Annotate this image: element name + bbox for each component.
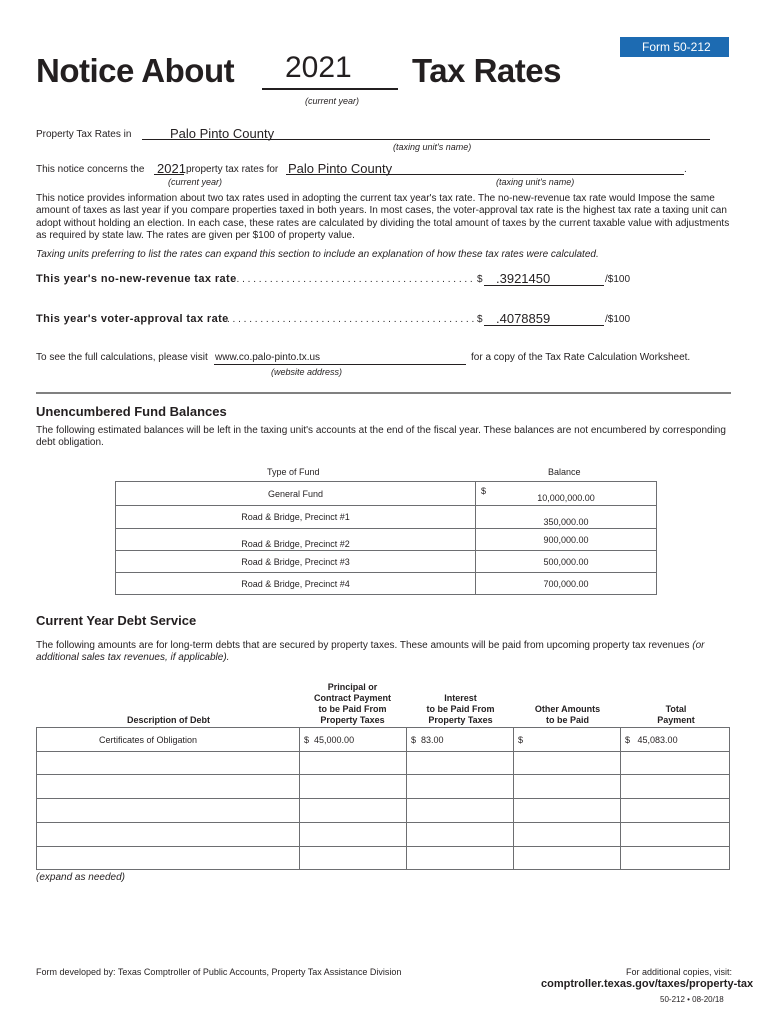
total-header-line: Payment [657, 715, 695, 725]
unencumbered-heading: Unencumbered Fund Balances [36, 404, 227, 419]
table-row [37, 752, 730, 775]
debt-heading: Current Year Debt Service [36, 613, 197, 628]
fund-type-cell: Road & Bridge, Precinct #3 [116, 551, 476, 573]
voter-approval-dollar: $ [477, 314, 483, 325]
form-number-badge: Form 50-212 [620, 37, 729, 57]
title-year-caption: (current year) [305, 96, 360, 106]
interest-cell[interactable] [407, 823, 514, 847]
dollar-sign: $ [411, 734, 417, 745]
other-header [515, 704, 620, 726]
debt-description-text: The following amounts are for long-term debts that are secured by property taxes. These amounts will be paid from upcoming property tax revenues [36, 640, 690, 651]
concerns-year-underline [154, 174, 184, 175]
table-row [116, 573, 657, 595]
table-row [116, 551, 657, 573]
concerns-unit-field[interactable]: Palo Pinto County [288, 161, 393, 176]
debt-desc-cell[interactable] [37, 799, 300, 823]
footer-url-link[interactable]: comptroller.texas.gov/taxes/property-tax [541, 978, 754, 990]
section-divider [36, 392, 731, 394]
total-header [622, 704, 730, 726]
dollar-sign: $ [304, 734, 310, 745]
interest-value: 83.00 [421, 734, 444, 745]
principal-header-line: Contract Payment [313, 693, 392, 703]
debt-desc-cell[interactable] [37, 847, 300, 870]
voter-approval-unit: /$100 [605, 314, 631, 325]
debt-desc-header: Description of Debt [127, 715, 211, 725]
taxing-unit-name-field[interactable]: Palo Pinto County [170, 126, 275, 141]
intro-paragraph: This notice provides information about two tax rates used in adopting the current tax year's tax rate. The no-new-revenue tax rate would Impose the same amount of taxes as last year if you compare properties taxed in both years. In most cases, the voter-approval tax rate is the highest tax rate a taxing unit can adopt without holding an election. In each case, these rates are calculated by dividing the total amount of taxes by the current taxable value with adjustments as required by state law. The rates are given per $100 of property value. [36, 193, 730, 242]
balance-value: 10,000,000.00 [537, 493, 595, 503]
total-cell[interactable] [621, 799, 730, 823]
total-value: 45,083.00 [637, 734, 678, 745]
other-cell[interactable] [514, 823, 621, 847]
no-new-revenue-unit: /$100 [605, 274, 631, 285]
principal-cell[interactable] [300, 752, 407, 775]
debt-desc-cell[interactable]: Certificates of Obligation [37, 728, 300, 752]
concerns-line-middle: property tax rates for [186, 164, 279, 175]
italic-note: Taxing units preferring to list the rates can expand this section to include an explanation of how these tax rates were calculated. [36, 249, 599, 260]
debt-desc-cell[interactable] [37, 752, 300, 775]
page-title-suffix: Tax Rates [412, 52, 561, 89]
no-new-revenue-underline [484, 285, 604, 286]
principal-cell[interactable] [300, 799, 407, 823]
website-caption: (website address) [271, 367, 343, 377]
principal-cell[interactable] [300, 728, 407, 752]
interest-cell[interactable] [407, 799, 514, 823]
table-row [37, 775, 730, 799]
website-underline [214, 364, 466, 365]
debt-desc-cell[interactable] [37, 823, 300, 847]
interest-header-line: to be Paid From [426, 704, 495, 714]
debt-description-italic: (or additional sales tax revenues, if applicable). [36, 640, 705, 664]
footer-form-code: 50-212 • 08-20/18 [660, 995, 724, 1004]
interest-cell[interactable] [407, 728, 514, 752]
table-row [116, 482, 657, 506]
expand-note: (expand as needed) [36, 872, 125, 883]
fund-balance-header: Balance [548, 467, 581, 477]
debt-service-table [36, 727, 730, 870]
website-line-prefix: To see the full calculations, please visit [36, 352, 208, 363]
fund-balance-cell[interactable] [476, 482, 657, 506]
dollar-sign: $ [625, 734, 631, 745]
interest-header-line: Interest [444, 693, 477, 703]
other-cell[interactable] [514, 752, 621, 775]
title-year-underline [262, 88, 398, 90]
no-new-revenue-dollar: $ [477, 274, 483, 285]
interest-header-line: Property Taxes [428, 715, 493, 725]
principal-cell[interactable] [300, 775, 407, 799]
no-new-revenue-label: This year's no-new-revenue tax rate [36, 273, 237, 285]
table-row [116, 529, 657, 551]
concerns-line-label: This notice concerns the [36, 164, 145, 175]
concerns-unit-underline [286, 174, 684, 175]
other-cell[interactable] [514, 775, 621, 799]
website-line-suffix: for a copy of the Tax Rate Calculation Worksheet. [471, 352, 691, 363]
dollar-sign: $ [518, 734, 524, 745]
other-header-line: Other Amounts [534, 704, 601, 714]
fund-type-cell: Road & Bridge, Precinct #2 [116, 529, 476, 551]
interest-cell[interactable] [407, 752, 514, 775]
title-year-field[interactable]: 2021 [285, 51, 352, 84]
taxing-unit-caption: (taxing unit's name) [393, 142, 472, 152]
voter-approval-underline [484, 325, 604, 326]
concerns-year-caption: (current year) [168, 177, 223, 187]
footer-credit: Form developed by: Texas Comptroller of Public Accounts, Property Tax Assistance Division [36, 967, 402, 977]
voter-approval-value-field[interactable]: .4078859 [496, 311, 551, 326]
fund-type-cell: Road & Bridge, Precinct #4 [116, 573, 476, 595]
principal-header-line: Property Taxes [320, 715, 385, 725]
principal-header-line: Principal or [327, 682, 378, 692]
table-row [37, 728, 730, 752]
table-row [116, 506, 657, 529]
fund-balance-cell[interactable]: 350,000.00 [476, 506, 657, 529]
fund-type-cell: General Fund [116, 482, 476, 506]
footer-copies-label: For additional copies, visit: [626, 967, 733, 977]
principal-cell[interactable] [300, 823, 407, 847]
property-line-label: Property Tax Rates in [36, 129, 132, 140]
principal-header-line: to be Paid From [318, 704, 387, 714]
no-new-revenue-dots: . . . . . . . . . . . . . . . . . . . . . . . . . . . . . . . . . . . . . . . . . . . . [231, 274, 473, 285]
concerns-year-field[interactable]: 2021 [157, 161, 186, 176]
dollar-sign: $ [481, 486, 487, 496]
debt-desc-cell[interactable] [37, 775, 300, 799]
concerns-unit-caption: (taxing unit's name) [496, 177, 575, 187]
table-row [37, 799, 730, 823]
no-new-revenue-value-field[interactable]: .3921450 [496, 271, 551, 286]
fund-balance-table [115, 481, 657, 595]
voter-approval-dots: . . . . . . . . . . . . . . . . . . . . . . . . . . . . . . . . . . . . . . . . . . . . . [227, 314, 475, 325]
page-title-prefix: Notice About [36, 52, 235, 89]
taxing-unit-underline [142, 139, 710, 140]
total-cell[interactable] [621, 752, 730, 775]
fund-balance-cell[interactable]: 700,000.00 [476, 573, 657, 595]
voter-approval-label: This year's voter-approval tax rate [36, 313, 229, 325]
fund-balance-cell[interactable]: 500,000.00 [476, 551, 657, 573]
table-row [37, 823, 730, 847]
total-cell[interactable] [621, 847, 730, 870]
principal-header [300, 682, 405, 726]
other-cell[interactable] [514, 728, 621, 752]
total-cell[interactable] [621, 823, 730, 847]
fund-balance-cell[interactable]: 900,000.00 [476, 529, 657, 551]
other-cell[interactable] [514, 799, 621, 823]
total-header-line: Total [665, 704, 687, 714]
other-header-line: to be Paid [545, 715, 589, 725]
website-url-field[interactable]: www.co.palo-pinto.tx.us [215, 352, 321, 363]
other-cell[interactable] [514, 847, 621, 870]
principal-value: 45,000.00 [314, 734, 355, 745]
interest-header [408, 693, 513, 726]
table-row [37, 847, 730, 870]
total-cell[interactable] [621, 775, 730, 799]
total-cell[interactable] [621, 728, 730, 752]
fund-type-header: Type of Fund [267, 467, 320, 477]
principal-cell[interactable] [300, 847, 407, 870]
debt-description [36, 640, 736, 665]
interest-cell[interactable] [407, 775, 514, 799]
interest-cell[interactable] [407, 847, 514, 870]
unencumbered-description: The following estimated balances will be left in the taxing unit's accounts at the end of the fiscal year. These balances are not encumbered by corresponding debt obligation. [36, 425, 726, 449]
fund-type-cell: Road & Bridge, Precinct #1 [116, 506, 476, 529]
concerns-line-end: . [684, 164, 687, 175]
